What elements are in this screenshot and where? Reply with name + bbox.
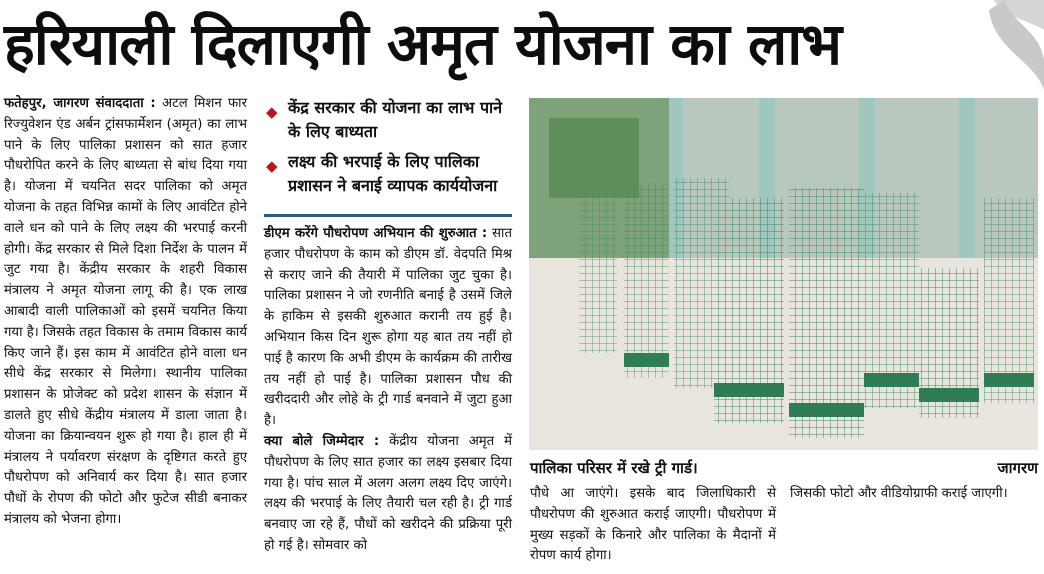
article-text-4: जिसकी फोटो और वीडियोग्राफी कराई जाएगी।	[790, 486, 1008, 501]
subheading-dm: डीएम करेंगे पौधरोपण अभियान की शुरुआत :	[264, 226, 488, 241]
article-text-3: पौधे आ जाएंगे। इसके बाद जिलाधिकारी से पौधरोपण की शुरुआत कराई जाएगी। पौधरोपण में मुख्य सड़कों के किनारे और पालिका के मैदानों में रोपण कार्य होगा।	[530, 486, 776, 564]
headline: हरियाली दिलाएगी अमृत योजना का लाभ	[4, 10, 842, 78]
article-text-2a: सात हजार पौधरोपण के काम को डीएम डॉ. वेदपति मिश्र से कराए जाने की तैयारी में पालिका जुट चुका है। पालिका प्रशासन ने जो रणनीति बनाई है उसमें जिले के हाकिम से इसकी शुरुआत करानी तय हुई है। अभियान किस दिन शुरू होगा यह बात तय नहीं हो पाई है कारण कि अभी डीएम के कार्यक्रम की तारीख तय नहीं हो पाई है। पालिका प्रशासन पौध की खरीददारी और लोहे के ट्री गार्ड बनवाने में जुटा हुआ है।	[264, 226, 512, 429]
highlight-text: लक्ष्य की भरपाई के लिए पालिका प्रशासन ने बनाई व्यापक कार्ययोजना	[288, 152, 498, 195]
caption-text: पालिका परिसर में रखे ट्री गार्ड।	[530, 459, 698, 477]
section-divider	[264, 214, 512, 217]
photo-caption	[530, 458, 1038, 480]
highlight-text: केंद्र सरकार की योजना का लाभ पाने के लिए बाध्यता	[288, 98, 503, 141]
article-column-1	[4, 94, 247, 531]
highlight-item	[264, 96, 514, 144]
news-photo	[529, 98, 1038, 450]
highlight-item	[264, 150, 514, 198]
tree-guards-illustration	[529, 98, 1038, 450]
article-column-4	[790, 484, 1040, 505]
article-column-3	[530, 484, 776, 567]
article-text-1: अटल मिशन फार रिज्युवेशन एंड अर्बन ट्रांसफार्मेशन (अमृत) का लाभ पाने के लिए पालिका प्रशासन को सात हजार पौधरोपित करने के लिए बाध्यता से बांध दिया गया है। योजना में चयनित सदर पालिका को अमृत योजना के तहत विभिन्न कामों के लिए आवंटित होने वाले धन को पाने के लिए लक्ष्य की भरपाई करनी होगी। केंद्र सरकार से मिले दिशा निर्देश के पालन में जुट गया है। केंद्रीय सरकार के शहरी विकास मंत्रालय ने अमृत योजना लागू की है। एक लाख आबादी वाली पालिकाओं को इसमें चयनित किया गया है। जिसके तहत विकास के तमाम विकास कार्य किए जाने हैं। इस काम में आवंटित होने वाला धन सीधे केंद्र सरकार से मिलेगा। स्थानीय पालिका प्रशासन के प्रोजेक्ट को प्रदेश शासन के संज्ञान में डालते हुए सीधे केंद्रीय मंत्रालय में डाला जाता है। योजना का क्रियान्वयन शुरू हो गया है। हाल ही में मंत्रालय ने पर्यावरण संरक्षण के दृष्टिगत करते हुए पौधरोपण को अनिवार्य कर दिया है। सात हजार पौधों के रोपण की फोटो और फुटेज सीडी बनाकर मंत्रालय को भेजना होगा।	[4, 96, 247, 527]
corner-logo-mark	[934, 0, 1044, 110]
diamond-bullet-icon: ◆	[266, 103, 278, 121]
diamond-bullet-icon: ◆	[266, 157, 278, 175]
article-column-2	[264, 224, 512, 557]
byline: फतेहपुर, जागरण संवाददाता :	[4, 96, 156, 111]
photo-credit: जागरण	[997, 459, 1038, 477]
subheading-officials: क्या बोले जिम्मेदार :	[264, 433, 380, 449]
article-text-2b: केंद्रीय योजना अमृत में पौधरोपण के लिए सात हजार का लक्ष्य इसबार दिया गया है। पांच साल में अलग अलग लक्ष्य दिए जाएंगे। लक्ष्य की भरपाई के लिए तैयारी चल रही है। ट्री गार्ड बनवाए जा रहे हैं, पौधों को खरीदने की प्रक्रिया पूरी हो गई है। सोमवार को	[264, 433, 512, 553]
highlights-box	[264, 96, 514, 204]
